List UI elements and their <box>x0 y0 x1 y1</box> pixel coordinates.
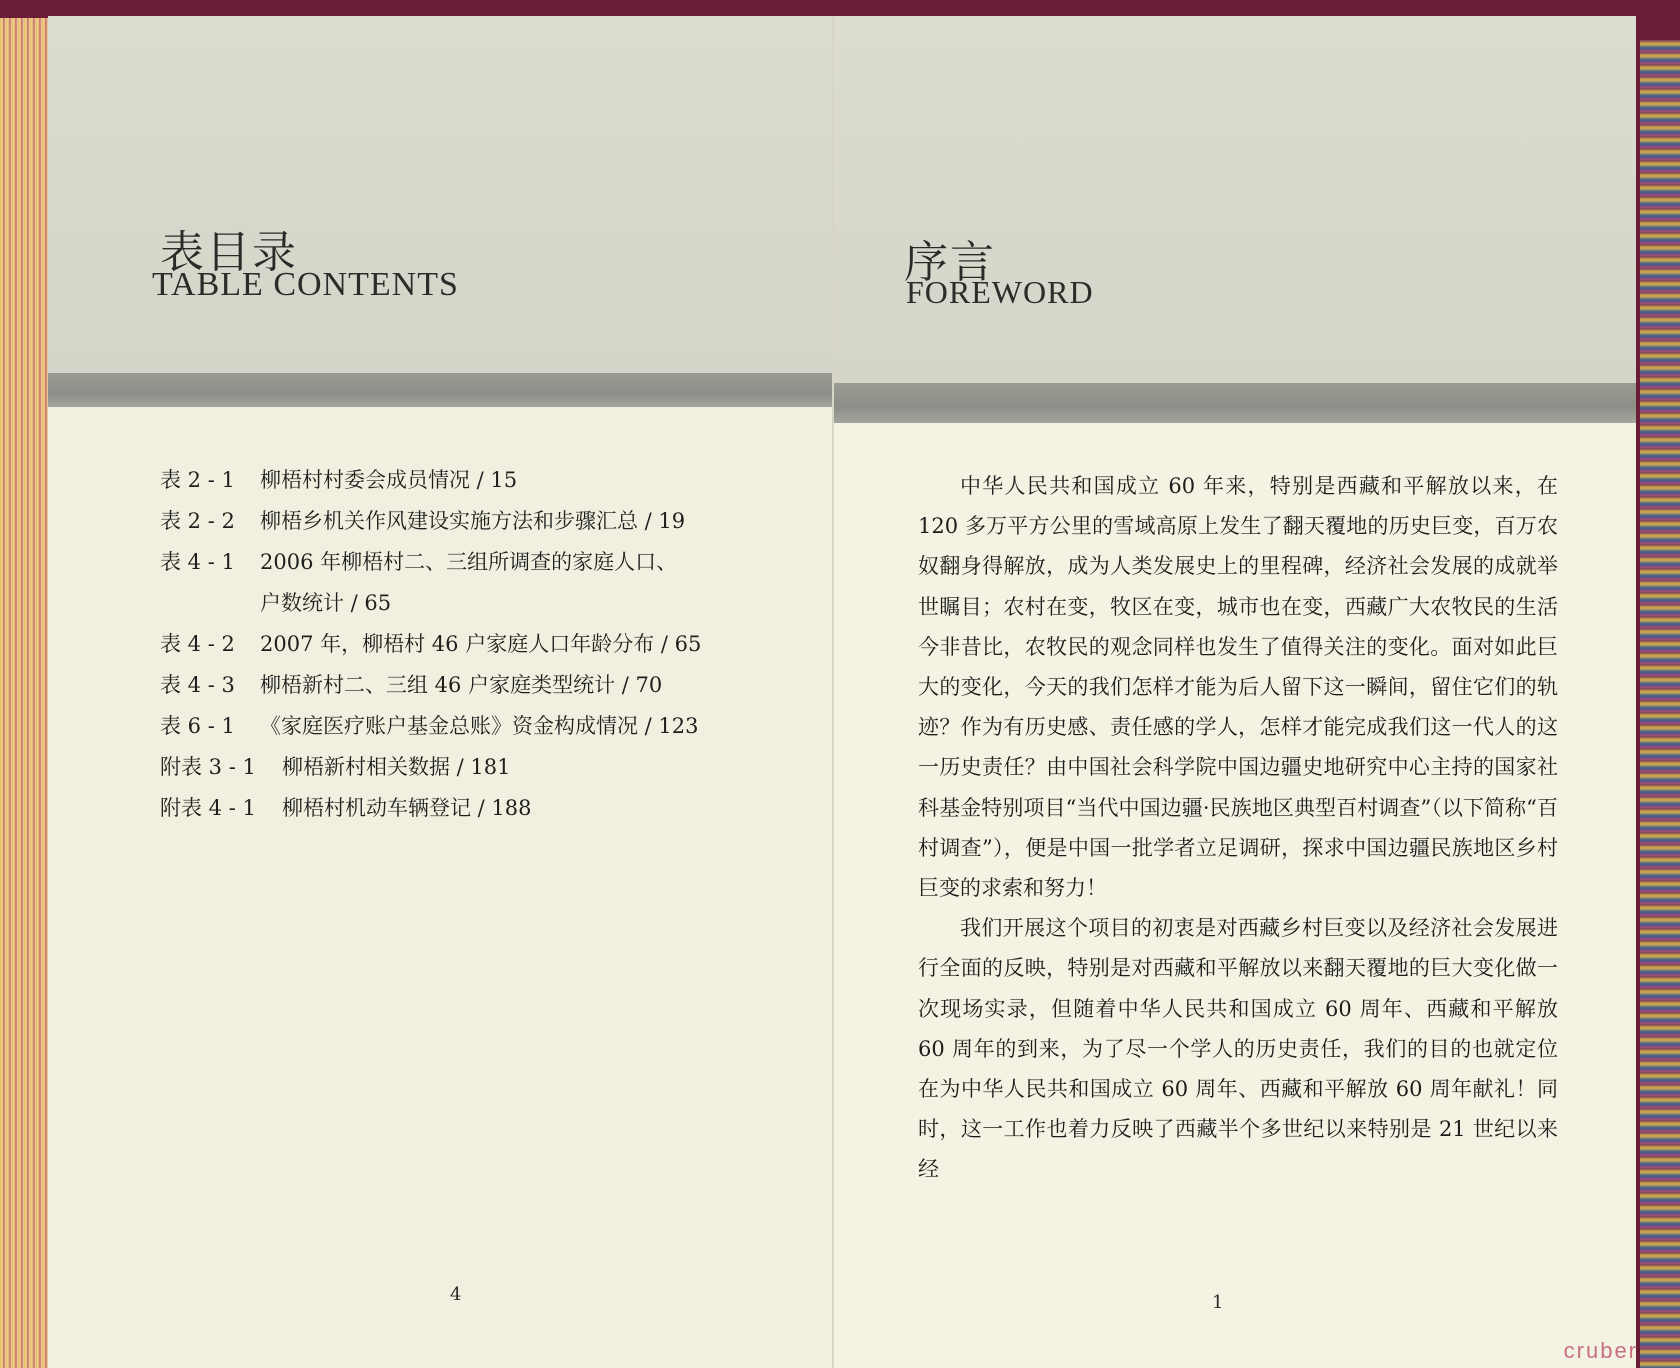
toc-number: 表 4 - 2 <box>160 632 235 656</box>
toc-title: 柳梧新村相关数据 / 181 <box>282 755 511 779</box>
toc-title-multiline <box>260 542 800 624</box>
right-page <box>834 16 1636 1368</box>
toc-item <box>160 624 800 665</box>
toc-number: 表 6 - 1 <box>160 714 235 738</box>
toc-number: 表 4 - 3 <box>160 673 235 697</box>
header-rule <box>48 373 832 407</box>
page-number: 4 <box>450 1284 462 1305</box>
toc-number: 表 2 - 2 <box>160 509 235 533</box>
toc-title: 柳梧乡机关作风建设实施方法和步骤汇总 / 19 <box>260 509 686 533</box>
paragraph: 中华人民共和国成立 60 年来，特别是西藏和平解放以来，在 120 多万平方公里的雪域高原上发生了翻天覆地的历史巨变，百万农奴翻身得解放，成为人类发展史上的里程碑，经济社会发展的成就举世瞩目；农村在变，牧区在变，城市也在变，西藏广大农牧民的生活今非昔比，农牧民的观念同样也发生了值得关注的变化。面对如此巨大的变化，今天的我们怎样才能为后人留下这一瞬间，留住它们的轨迹？作为有历史感、责任感的学人，怎样才能完成我们这一代人的这一历史责任？由中国社会科学院中国边疆史地研究中心主持的国家社科基金特别项目“当代中国边疆·民族地区典型百村调查”（以下简称“百村调查”），便是中国一批学者立足调研，探求中国边疆民族地区乡村巨变的求索和努力！ <box>918 474 1558 901</box>
toc-title: 《家庭医疗账户基金总账》资金构成情况 / 123 <box>260 714 699 738</box>
book-cover-edge <box>1640 40 1680 1368</box>
toc-number: 表 2 - 1 <box>160 468 235 492</box>
toc-item <box>160 542 800 624</box>
toc-title: 柳梧村村委会成员情况 / 15 <box>260 468 518 492</box>
toc-title: 柳梧新村二、三组 46 户家庭类型统计 / 70 <box>260 673 663 697</box>
toc-item <box>160 665 800 706</box>
foreword-body <box>918 466 1558 1190</box>
toc-number: 附表 4 - 1 <box>160 796 256 820</box>
toc-title: 柳梧村机动车辆登记 / 188 <box>282 796 532 820</box>
table-of-contents <box>160 460 800 829</box>
paragraph: 我们开展这个项目的初衷是对西藏乡村巨变以及经济社会发展进行全面的反映，特别是对西藏和平解放以来翻天覆地的巨大变化做一次现场实录，但随着中华人民共和国成立 60 周年、西藏和平解放 60 周年的到来，为了尽一个学人的历史责任，我们的目的也就定位在为中华人民共和国成立 60 周年、西藏和平解放 60 周年献礼！同时，这一工作也着力反映了西藏半个多世纪以来特别是 21 世纪以来经 <box>918 916 1558 1182</box>
toc-item <box>160 460 800 501</box>
toc-item <box>160 747 800 788</box>
toc-number: 表 4 - 1 <box>160 550 235 574</box>
toc-item <box>160 501 800 542</box>
page-title-en: FOREWORD <box>906 274 1094 310</box>
page-title-cn: 序言 <box>904 237 996 288</box>
toc-title: 2007 年，柳梧村 46 户家庭人口年龄分布 / 65 <box>260 632 702 656</box>
page-title-en: TABLE CONTENTS <box>152 266 459 303</box>
toc-item <box>160 706 800 747</box>
toc-item <box>160 788 800 829</box>
header-band <box>48 16 832 373</box>
toc-title: 2006 年柳梧村二、三组所调查的家庭人口、 <box>260 550 678 574</box>
header-band <box>834 16 1636 383</box>
page-title-cn: 表目录 <box>160 227 298 278</box>
toc-number: 附表 3 - 1 <box>160 755 256 779</box>
header-rule <box>834 383 1636 423</box>
left-page <box>48 16 834 1368</box>
toc-title-continuation: 户数统计 / 65 <box>260 591 392 615</box>
watermark: cruber <box>1563 1338 1638 1363</box>
page-number: 1 <box>1212 1292 1224 1313</box>
